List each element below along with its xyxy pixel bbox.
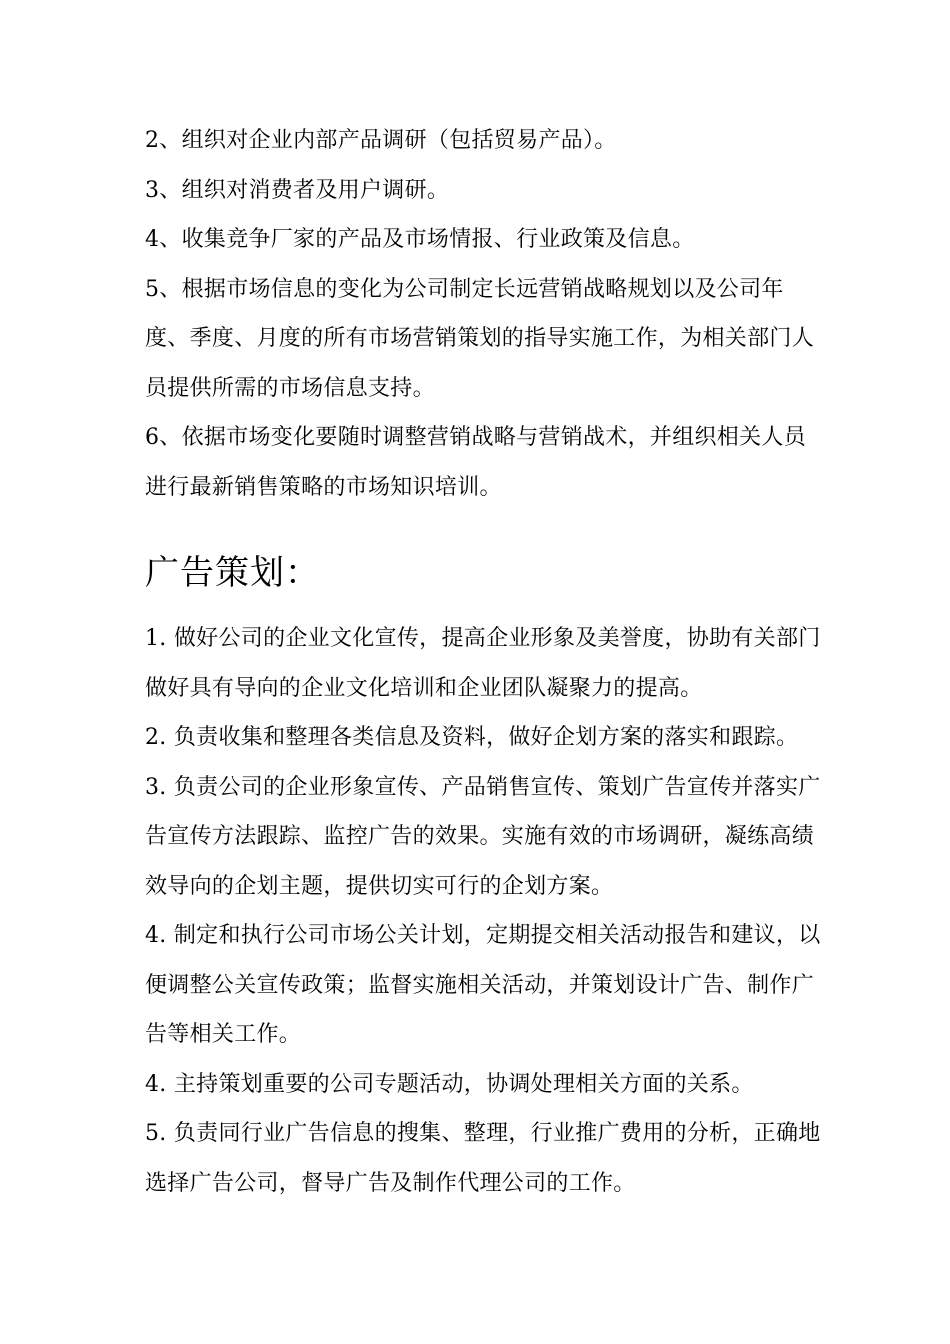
ad-item-3: 3. 负责公司的企业形象宣传、产品销售宣传、策划广告宣传并落实广告宣传方法跟踪、监控广告的效果。实施有效的市场调研，凝练高绩效导向的企划主题，提供切实可行的企划方案。: [145, 774, 821, 899]
ad-item-1: 1. 做好公司的企业文化宣传，提高企业形象及美誉度，协助有关部门做好具有导向的企业文化培训和企业团队凝聚力的提高。: [145, 626, 821, 701]
ad-item-4b: 4. 主持策划重要的公司专题活动，协调处理相关方面的关系。: [145, 1071, 754, 1097]
ad-item-2: 2. 负责收集和整理各类信息及资料，做好企划方案的落实和跟踪。: [145, 725, 799, 750]
ad-item-5: 5. 负责同行业广告信息的搜集、整理，行业推广费用的分析，正确地选择广告公司，督导广告及制作代理公司的工作。: [145, 1121, 821, 1196]
paragraph-item-2: 2、组织对企业内部产品调研（包括贸易产品）。: [145, 128, 617, 153]
ad-item-4a: 4. 制定和执行公司市场公关计划，定期提交相关活动报告和建议，以便调整公关宣传政策；监督实施相关活动，并策划设计广告、制作广告等相关工作。: [145, 923, 821, 1047]
section-heading: 广告策划：: [145, 553, 320, 593]
paragraph-item-5: 5、根据市场信息的变化为公司制定长远营销战略规划以及公司年度、季度、月度的所有市场营销策划的指导实施工作，为相关部门人员提供所需的市场信息支持。: [145, 276, 815, 401]
advertising-planning-section: [145, 542, 825, 1208]
paragraph-item-4: 4、收集竞争厂家的产品及市场情报、行业政策及信息。: [145, 227, 695, 252]
paragraph-item-3: 3、组织对消费者及用户调研。: [145, 177, 450, 203]
paragraph-item-6: 6、依据市场变化要随时调整营销战略与营销战术，并组织相关人员进行最新销售策略的市场知识培训。: [145, 425, 806, 500]
responsibilities-section: [145, 116, 825, 512]
